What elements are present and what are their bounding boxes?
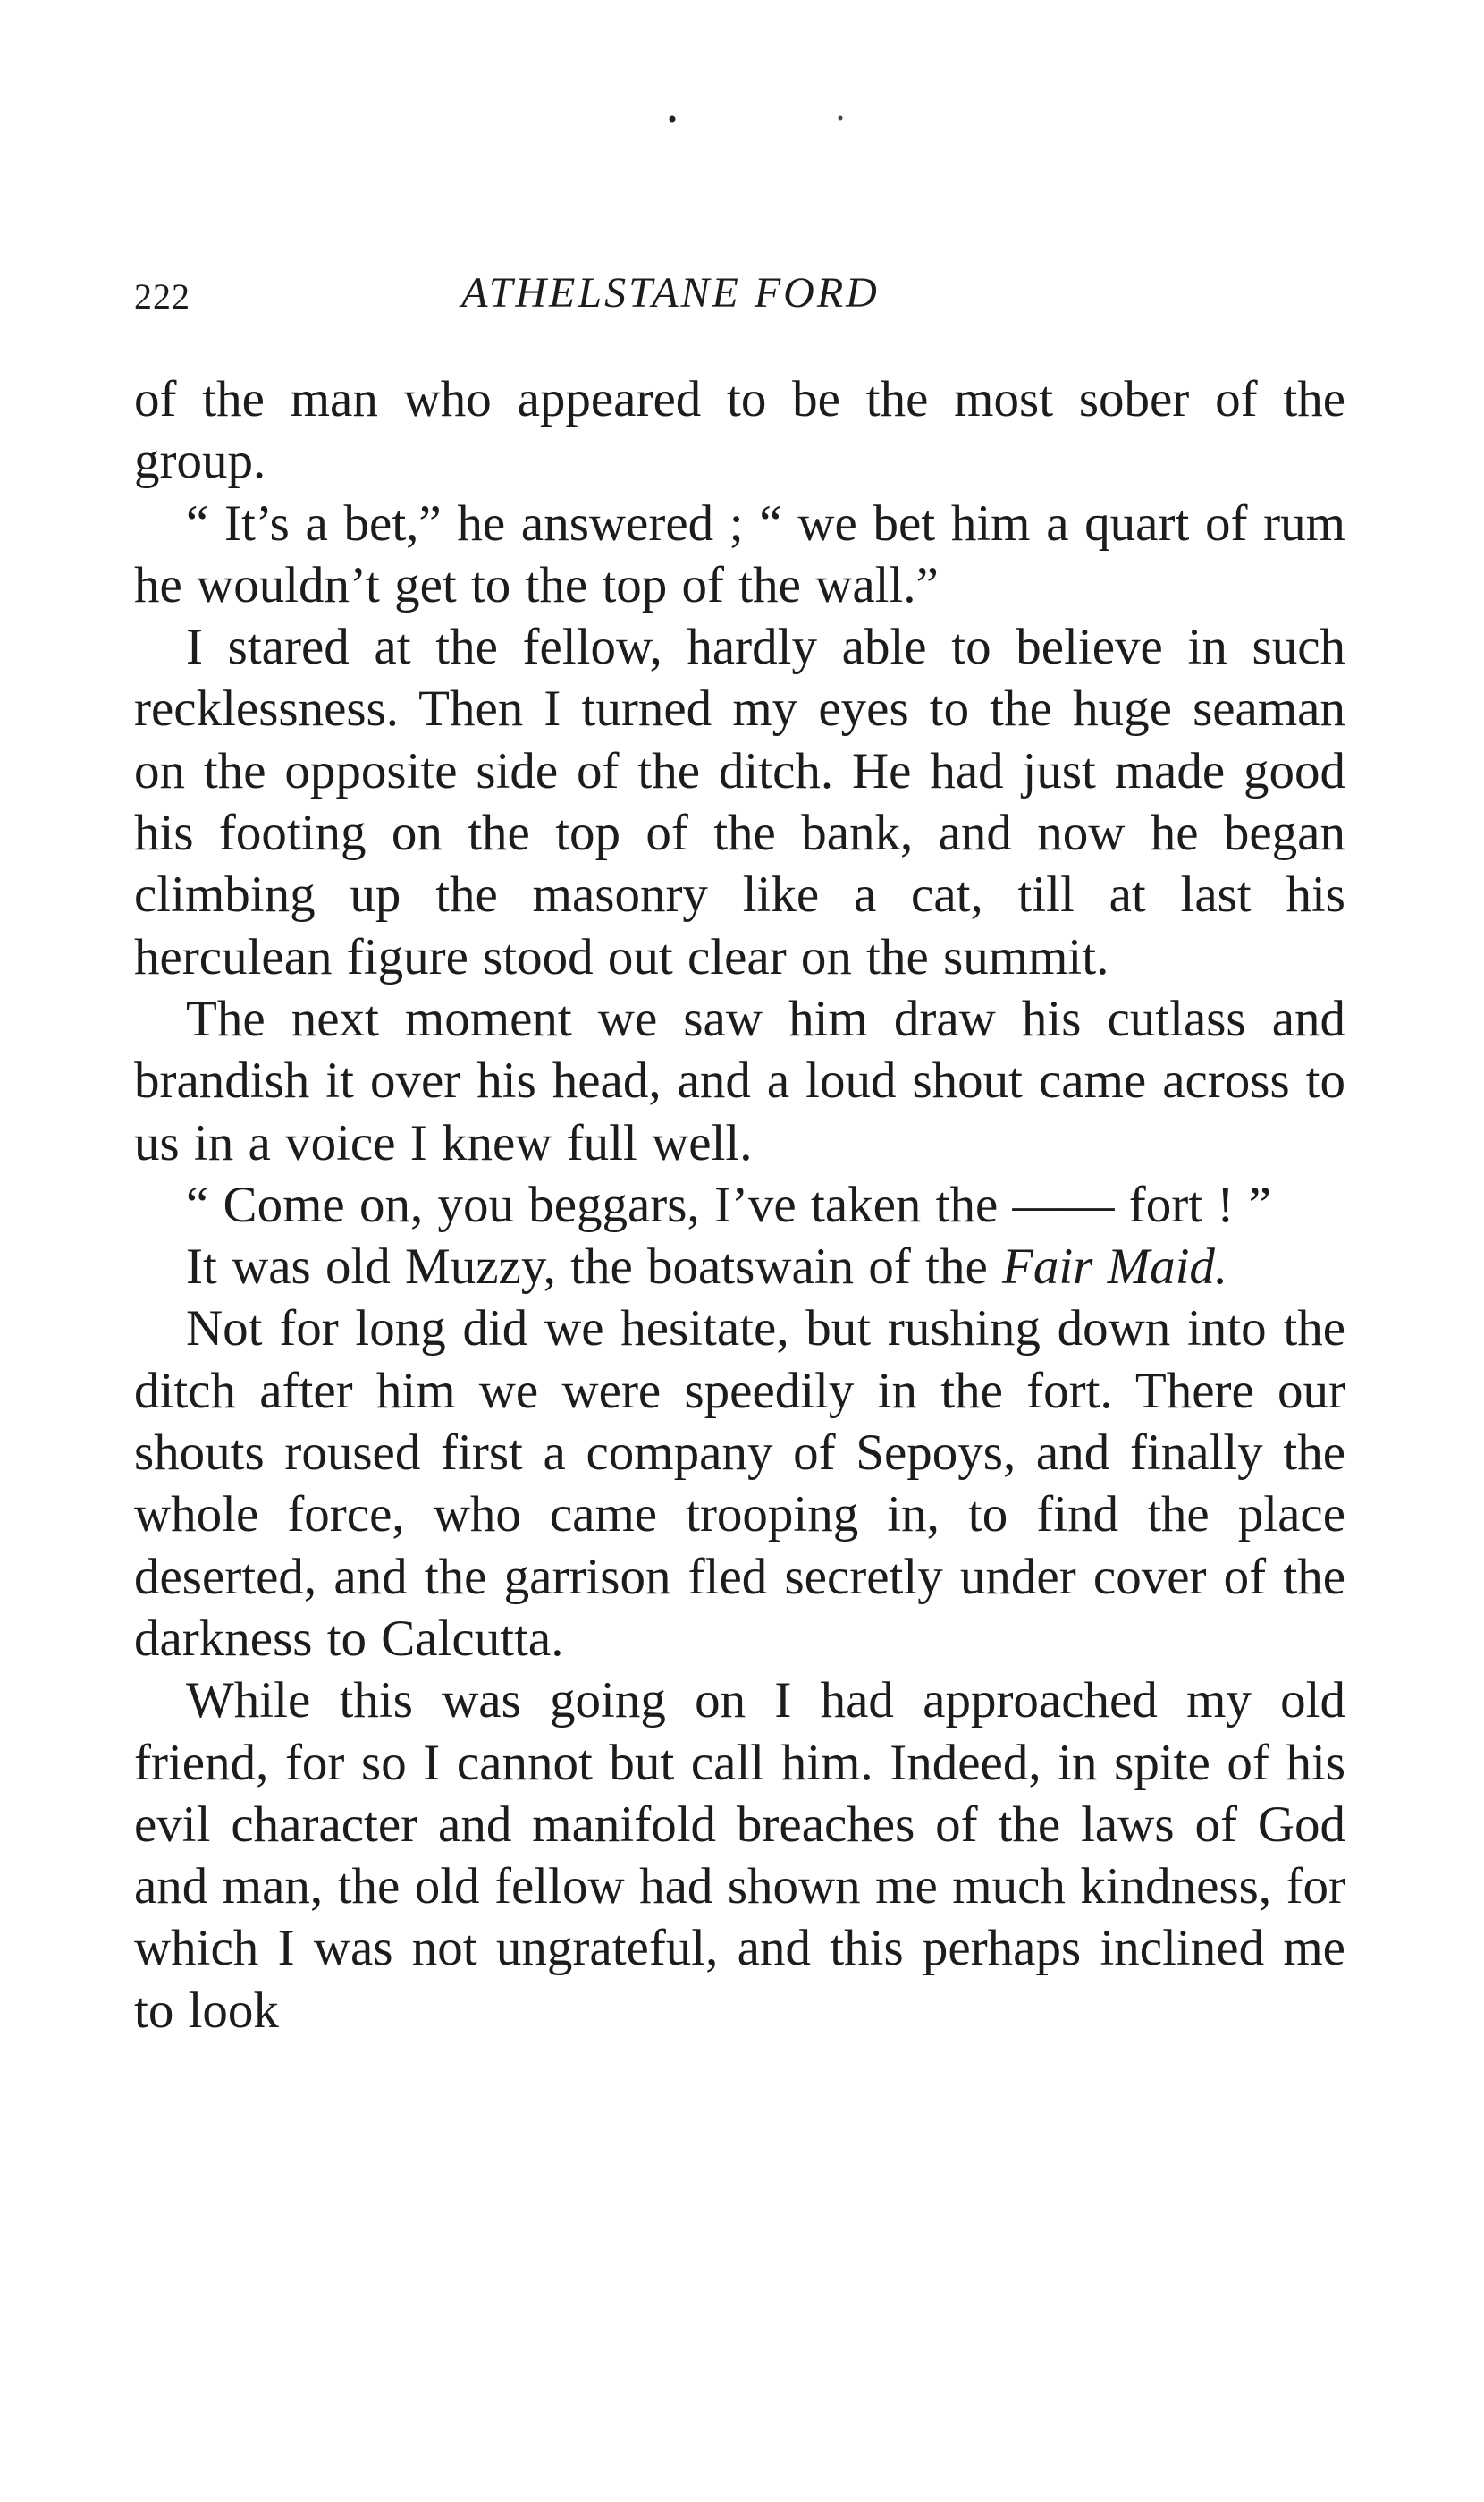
paragraph <box>134 493 1345 617</box>
paragraph-text: Not for long did we hesitate, but rushing down into the ditch after him we were speedily in the fort. There our shouts roused first a company of Sepoys, and finally the whole force, who came trooping in, to find the place deserted, and the garrison fled secretly under cover of the darkness to Calcutta. <box>134 1300 1345 1667</box>
body-text <box>134 368 1345 2041</box>
paragraph <box>134 1669 1345 2041</box>
paragraph <box>134 1236 1345 1297</box>
ship-name: Fair Maid. <box>1002 1238 1228 1296</box>
running-title: ATHELSTANE FORD <box>461 269 880 317</box>
paragraph-text: “ It’s a bet,” he answered ; “ we bet him a quart of rum he wouldn’t get to the top of the wall.” <box>134 494 1345 613</box>
paragraph <box>134 1174 1345 1236</box>
page-header <box>134 268 1341 331</box>
paragraph-text: of the man who appeared to be the most sober of the group. <box>134 371 1345 490</box>
paragraph-text: The next moment we saw him draw his cutlass and brandish it over his head, and a loud shout came across to us in a voice I knew full well. <box>134 990 1345 1171</box>
paragraph-text: It was old Muzzy, the boatswain of the <box>186 1238 1002 1296</box>
paragraph-text: While this was going on I had approached my old friend, for so I cannot but call him. Indeed, in spite of his evil character and manifold breaches of the laws of God and man, the old fellow had shown me much kindness, for which I was not ungrateful, and this perhaps inclined me to look <box>134 1672 1345 2039</box>
paragraph <box>134 368 1345 493</box>
ink-speck <box>670 116 676 123</box>
paragraph <box>134 1297 1345 1669</box>
paragraph <box>134 616 1345 988</box>
paragraph-text: “ Come on, you beggars, I’ve taken the —— fort ! ” <box>186 1176 1271 1233</box>
ink-speck <box>839 116 843 121</box>
paragraph-text: I stared at the fellow, hardly able to believe in such recklessness. Then I turned my eyes to the huge seaman on the opposite side of the ditch. He had just made good his footing on the top of the bank, and now he began climbing up the masonry like a cat, till at last his herculean figure stood out clear on the summit. <box>134 619 1345 985</box>
paragraph <box>134 988 1345 1174</box>
page-number: 222 <box>134 276 190 317</box>
